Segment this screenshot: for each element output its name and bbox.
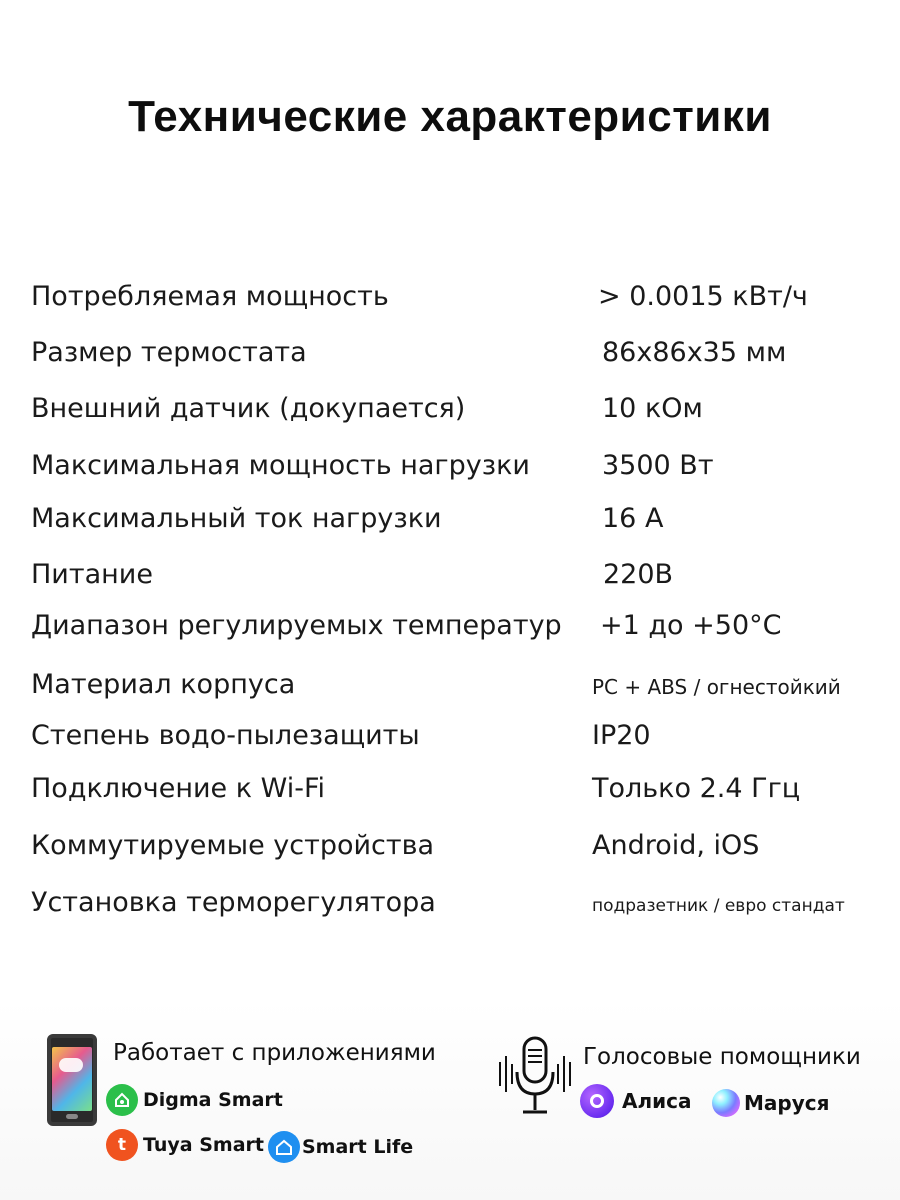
assistant-name: Алиса xyxy=(622,1089,692,1113)
spec-value: +1 до +50°С xyxy=(600,610,782,641)
app-name: Digma Smart xyxy=(143,1089,283,1111)
spec-value: 16 А xyxy=(602,503,664,534)
spec-value: PC + ABS / огнестойкий xyxy=(592,675,841,699)
spec-row-power-consumption xyxy=(0,281,900,321)
spec-label: Установка терморегулятора xyxy=(31,887,436,918)
spec-row-devices xyxy=(0,830,900,870)
marusya-icon xyxy=(712,1089,740,1117)
spec-row-housing-material xyxy=(0,669,900,709)
spec-value: 10 кОм xyxy=(602,393,703,424)
spec-row-external-sensor xyxy=(0,393,900,433)
page-title: Технические характеристики xyxy=(128,92,772,141)
spec-value: 86x86x35 мм xyxy=(602,337,787,368)
spec-value: IP20 xyxy=(592,720,651,751)
app-badge-tuya-smart xyxy=(106,1129,264,1161)
app-name: Smart Life xyxy=(302,1136,414,1158)
spec-row-installation xyxy=(0,887,900,927)
spec-label: Потребляемая мощность xyxy=(31,281,389,312)
spec-value: 220В xyxy=(603,559,674,590)
spec-value: > 0.0015 кВт/ч xyxy=(598,281,808,312)
spec-label: Максимальная мощность нагрузки xyxy=(31,450,530,481)
spec-value: Android, iOS xyxy=(592,830,760,861)
app-name: Tuya Smart xyxy=(143,1134,264,1156)
assistant-marusya xyxy=(712,1089,829,1117)
spec-row-wifi xyxy=(0,773,900,813)
spec-label: Диапазон регулируемых температур xyxy=(31,610,562,641)
spec-value: 3500 Вт xyxy=(602,450,714,481)
spec-label: Максимальный ток нагрузки xyxy=(31,503,442,534)
spec-label: Подключение к Wi-Fi xyxy=(31,773,326,804)
spec-label: Размер термостата xyxy=(31,337,307,368)
spec-label: Питание xyxy=(31,559,153,590)
alice-icon xyxy=(580,1084,614,1118)
digma-smart-icon xyxy=(106,1084,138,1116)
spec-row-size xyxy=(0,337,900,377)
spec-row-power-supply xyxy=(0,559,900,599)
app-badge-smart-life xyxy=(268,1131,413,1163)
tuya-smart-icon: t xyxy=(106,1129,138,1161)
spec-label: Внешний датчик (докупается) xyxy=(31,393,466,424)
spec-row-max-load-current xyxy=(0,503,900,543)
spec-label: Коммутируемые устройства xyxy=(31,830,435,861)
voice-assistants-title: Голосовые помощники xyxy=(583,1044,861,1070)
apps-title: Работает с приложениями xyxy=(113,1040,436,1066)
spec-label: Степень водо-пылезащиты xyxy=(31,720,420,751)
assistant-name: Маруся xyxy=(744,1091,830,1115)
microphone-icon xyxy=(497,1036,573,1118)
smartphone-icon xyxy=(47,1034,97,1126)
smart-life-icon xyxy=(268,1131,300,1163)
spec-value: подразетник / евро стандат xyxy=(592,896,845,916)
spec-row-temperature-range xyxy=(0,610,900,650)
spec-label: Материал корпуса xyxy=(31,669,296,700)
spec-value: Только 2.4 Ггц xyxy=(592,773,801,804)
spec-row-max-load-power xyxy=(0,450,900,490)
assistant-alice xyxy=(580,1084,692,1118)
app-badge-digma-smart xyxy=(106,1084,283,1116)
spec-row-protection-rating xyxy=(0,720,900,760)
